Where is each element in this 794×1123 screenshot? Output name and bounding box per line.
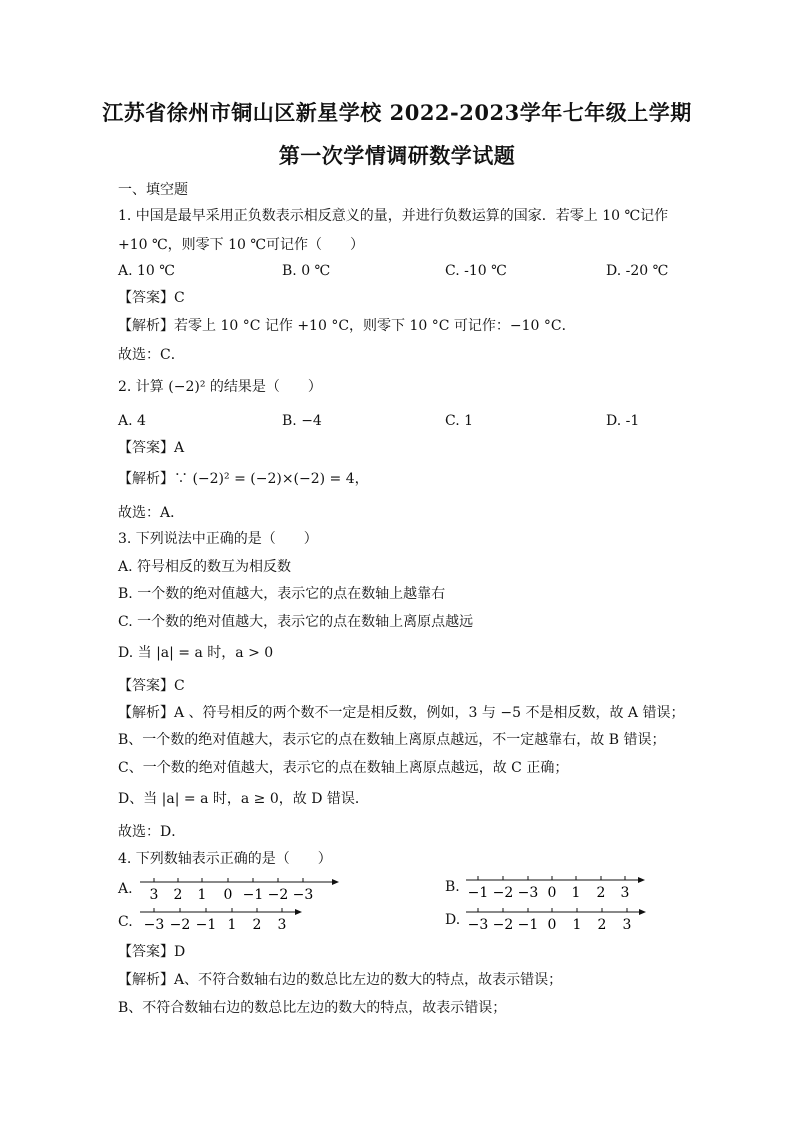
- q1-option-b: B. 0 ℃: [282, 263, 331, 279]
- q4-number-line-c: [140, 908, 305, 936]
- q4-number-line-b: [466, 876, 646, 904]
- q2-option-d: D. -1: [606, 413, 640, 429]
- section-heading: 一、填空题: [118, 182, 188, 198]
- axis-b-tick-label: −3: [517, 885, 539, 901]
- q4-option-d-label: D.: [445, 912, 461, 928]
- q4-analysis-a: 【解析】A、不符合数轴右边的数总比左边的数大的特点，故表示错误；: [118, 972, 563, 988]
- axis-a-tick-label: 0: [223, 887, 233, 903]
- q3-option-d: D. 当 |a| = a 时，a > 0: [118, 645, 274, 661]
- axis-c-tick-label: −1: [195, 917, 217, 933]
- q3-analysis-b: B、一个数的绝对值越大，表示它的点在数轴上离原点越远，不一定越靠右，故 B 错误；: [118, 732, 666, 748]
- q1-option-c: C. -10 ℃: [445, 263, 507, 279]
- axis-c-tick-label: 2: [252, 917, 262, 933]
- q3-stem: 3. 下列说法中正确的是（ ）: [118, 531, 318, 547]
- axis-b-tick-label: 2: [596, 885, 606, 901]
- q3-analysis-c: C、一个数的绝对值越大，表示它的点在数轴上离原点越远，故 C 正确；: [118, 760, 569, 776]
- q2-option-a: A. 4: [118, 413, 146, 429]
- axis-d-tick-label: 0: [547, 917, 557, 933]
- axis-a-tick-label: −1: [242, 887, 264, 903]
- q2-option-b: B. −4: [282, 413, 322, 429]
- q1-analysis: 【解析】若零上 10 °C 记作 +10 °C，则零下 10 °C 可记作：−10 °C．: [118, 318, 576, 334]
- q4-answer: 【答案】D: [118, 944, 186, 960]
- q1-answer: 【答案】C: [118, 290, 185, 306]
- q2-option-c: C. 1: [445, 413, 474, 429]
- axis-a-tick-label: 1: [197, 887, 207, 903]
- q1-option-a: A. 10 ℃: [118, 263, 175, 279]
- q2-answer: 【答案】A: [118, 440, 185, 456]
- q3-answer: 【答案】C: [118, 678, 185, 694]
- axis-b-tick-label: 0: [547, 885, 557, 901]
- q4-number-line-d: [466, 908, 648, 936]
- q4-number-line-a: [140, 878, 340, 906]
- axis-c-tick-label: −3: [143, 917, 165, 933]
- q4-option-c-label: C.: [118, 914, 133, 930]
- q2-analysis: 【解析】∵ (−2)² = (−2)×(−2) = 4，: [118, 471, 369, 487]
- axis-c-tick-label: 1: [227, 917, 237, 933]
- axis-d-tick-label: −2: [492, 917, 514, 933]
- q3-option-c: C. 一个数的绝对值越大，表示它的点在数轴上离原点越远: [118, 614, 474, 630]
- q1-conclusion: 故选：C．: [118, 347, 185, 363]
- axis-a-tick-label: 2: [173, 887, 183, 903]
- q1-stem-line-2: +10 ℃，则零下 10 ℃可记作（ ）: [118, 237, 365, 253]
- axis-a-tick-label: −2: [267, 887, 289, 903]
- axis-d-tick-label: 1: [572, 917, 582, 933]
- axis-b-tick-label: 1: [571, 885, 581, 901]
- axis-d-tick-label: −1: [517, 917, 539, 933]
- q3-analysis-a: 【解析】A 、符号相反的两个数不一定是相反数，例如，3 与 −5 不是相反数，故 A 错误；: [118, 705, 685, 721]
- q1-option-d: D. -20 ℃: [606, 263, 669, 279]
- q4-analysis-b: B、不符合数轴右边的数总比左边的数大的特点，故表示错误；: [118, 1000, 507, 1016]
- axis-d-tick-label: 2: [597, 917, 607, 933]
- q2-stem: 2. 计算 (−2)² 的结果是（ ）: [118, 379, 322, 395]
- q2-conclusion: 故选：A．: [118, 505, 185, 521]
- q4-option-a-label: A.: [118, 881, 133, 897]
- axis-c-tick-label: −2: [169, 917, 191, 933]
- q1-stem-line-1: 1. 中国是最早采用正负数表示相反意义的量，并进行负数运算的国家．若零上 10 ℃记作: [118, 208, 669, 224]
- axis-a-tick-label: −3: [292, 887, 314, 903]
- axis-a-tick-label: 3: [149, 887, 159, 903]
- axis-b-tick-label: 3: [620, 885, 630, 901]
- document-title-line-2: 第一次学情调研数学试题: [278, 143, 516, 168]
- axis-b-tick-label: −2: [492, 885, 514, 901]
- document-title-line-1: 江苏省徐州市铜山区新星学校 2022-2023学年七年级上学期: [102, 100, 692, 125]
- q3-conclusion: 故选：D．: [118, 824, 186, 840]
- axis-c-tick-label: 3: [277, 917, 287, 933]
- q3-option-a: A. 符号相反的数互为相反数: [118, 559, 292, 575]
- axis-d-tick-label: −3: [467, 917, 489, 933]
- axis-d-tick-label: 3: [622, 917, 632, 933]
- q4-option-b-label: B.: [445, 879, 460, 895]
- q3-option-b: B. 一个数的绝对值越大，表示它的点在数轴上越靠右: [118, 586, 446, 602]
- q4-stem: 4. 下列数轴表示正确的是（ ）: [118, 851, 332, 867]
- q3-analysis-d: D、当 |a| = a 时，a ≥ 0，故 D 错误．: [118, 791, 369, 807]
- axis-b-tick-label: −1: [467, 885, 489, 901]
